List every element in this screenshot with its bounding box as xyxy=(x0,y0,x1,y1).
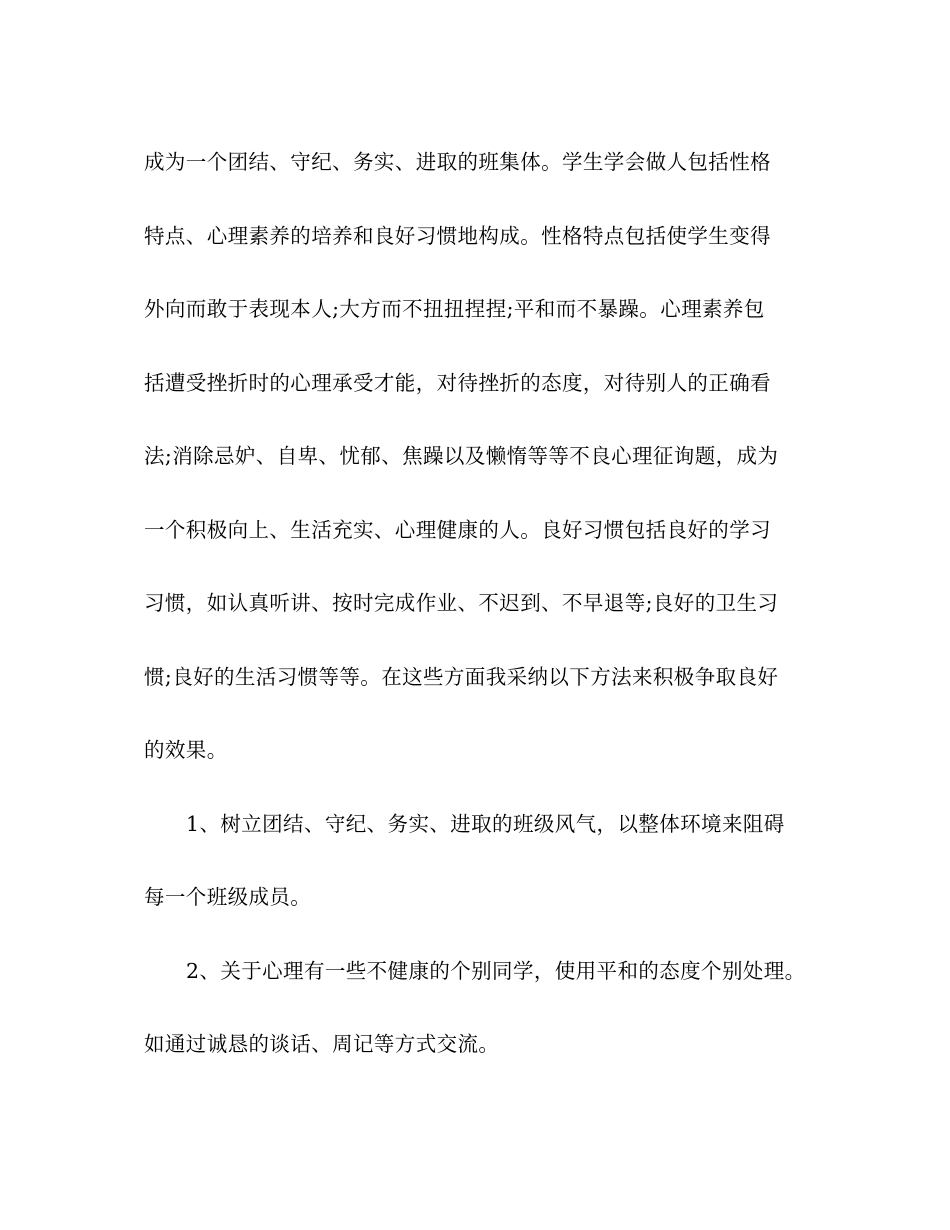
text-line: 括遭受挫折时的心理承受才能，对待挫折的态度，对待别人的正确看 xyxy=(144,370,771,395)
text-line: 每一个班级成员。 xyxy=(144,885,312,909)
text-line: 外向而敢于表现本人;大方而不扭扭捏捏;平和而不暴躁。心理素养包 xyxy=(144,297,765,321)
text-line: 成为一个团结、守纪、务实、进取的班集体。学生学会做人包括性格 xyxy=(144,150,771,174)
text-line: 特点、心理素养的培养和良好习惯地构成。性格特点包括使学生变得 xyxy=(144,223,771,248)
text-line: 法;消除忌妒、自卑、忧郁、焦躁以及懒惰等等不良心理征询题，成为 xyxy=(144,444,779,468)
text-line: 的效果。 xyxy=(144,738,228,762)
list-item-2: 2、关于心理有一些不健康的个别同学，使用平和的态度个别处理。 xyxy=(186,958,806,983)
text-line: 如通过诚恳的谈话、周记等方式交流。 xyxy=(144,1032,500,1056)
text-line: 惯;良好的生活习惯等等。在这些方面我采纳以下方法来积极争取良好 xyxy=(144,664,779,689)
body-text xyxy=(144,138,814,1094)
text-line: 习惯，如认真听讲、按时完成作业、不迟到、不早退等;良好的卫生习 xyxy=(144,591,779,615)
text-line: 一个积极向上、生活充实、心理健康的人。良好习惯包括良好的学习 xyxy=(144,517,771,542)
list-item-1: 1、树立团结、守纪、务实、进取的班级风气，以整体环境来阻碍 xyxy=(186,811,785,836)
